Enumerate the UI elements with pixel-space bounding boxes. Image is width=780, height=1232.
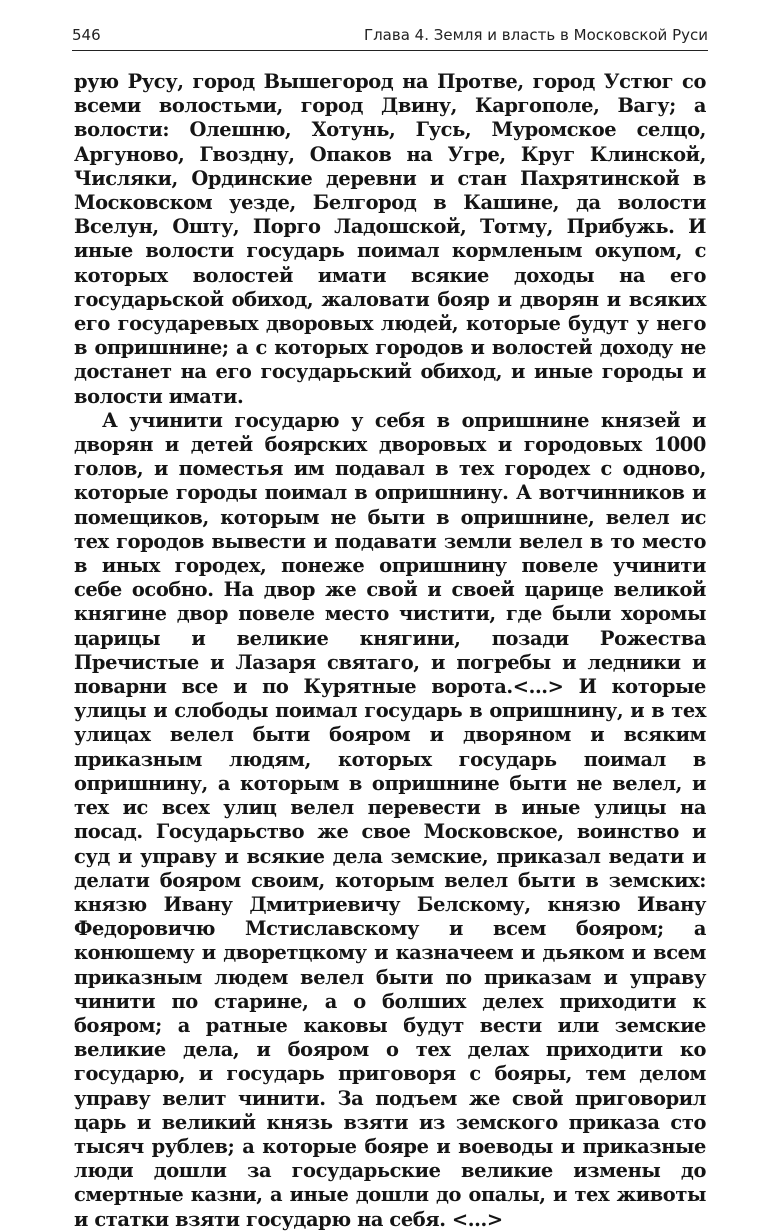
chapter-title: Глава 4. Земля и власть в Московской Руси (363, 26, 708, 44)
paragraph: А учинити государю у себя в опришнине князей и дворян и детей боярских дворовых и городовых 1000 голов, и поместья им подавал в тех городех с одново, которые городы поимал в опришнину. А вотчинников и помещиков, которым не быти в опришнине, велел ис тех городов вывести и подавати земли велел в то место в иных городех, понеже опришнину повеле учинити себе особно. На двор же свой и своей царице великой княгине двор повеле место чистити, где были хоромы царицы и великие княгини, позади Рожества Пречистые и Лазаря святаго, и погребы и ледники и поварни все и по Курятные ворота.<...> И которые улицы и слободы поимал государь в опришнину, и в тех улицах велел быти бояром и дворяном и всяким приказным людям, которых государь поимал в опришнину, а которым в опришнине быти не велел, и тех ис всех улиц велел перевести в иные улицы на посад. Государьство же свое Московское, воинство и суд и управу и всякие дела земские, приказал ведати и делати бояром своим, которым велел быти в земских: князю Ивану Дмитриевичу Белскому, князю Ивану Федоровичю Мстиславскому и всем бояром; а конюшему и дворетцкому и казначеем и дьяком и всем приказным людем велел быти по приказам и управу чинити по старине, а о болших делех приходити к бояром; а ратные каковы будут вести или земские великие дела, и бояром о тех делах приходити ко государю, и государь приговоря с бояры, тем делом управу велит чинити. За подъем же свой приговорил царь и великий князь взяти из земского приказа сто тысяч рублев; а которые бояре и воеводы и приказные люди дошли за государьские великие измены до смертные казни, а иные дошли до опалы, и тех животы и статки взяти государю на себя. <...> (74, 408, 706, 1231)
body-text (74, 70, 706, 1232)
paragraph-continued: рую Русу, город Вышегород на Протве, город Устюг со всеми волостьми, город Двину, Каргополе, Вагу; а волости: Олешню, Хотунь, Гусь, Муромское селцо, Аргуново, Гвоздну, Опаков на Угре, Круг Клинской, Числяки, Ординские деревни и стан Пахрятинской в Московском уезде, Белгород в Кашине, да волости Вселун, Ошту, Порго Ладошской, Тотму, Прибужь. И иные волости государь поимал кормленым окупом, с которых волостей имати всякие доходы на его государьской обиход, жаловати бояр и дворян и всяких его государевых дворовых людей, которые будут у него в опришнине; а с которых городов и волостей доходу не достанет на его государьский обиход, и иные городы и волости имати. (74, 70, 706, 408)
running-head (72, 22, 708, 48)
page-number: 546 (72, 26, 101, 44)
header-rule (72, 50, 708, 51)
